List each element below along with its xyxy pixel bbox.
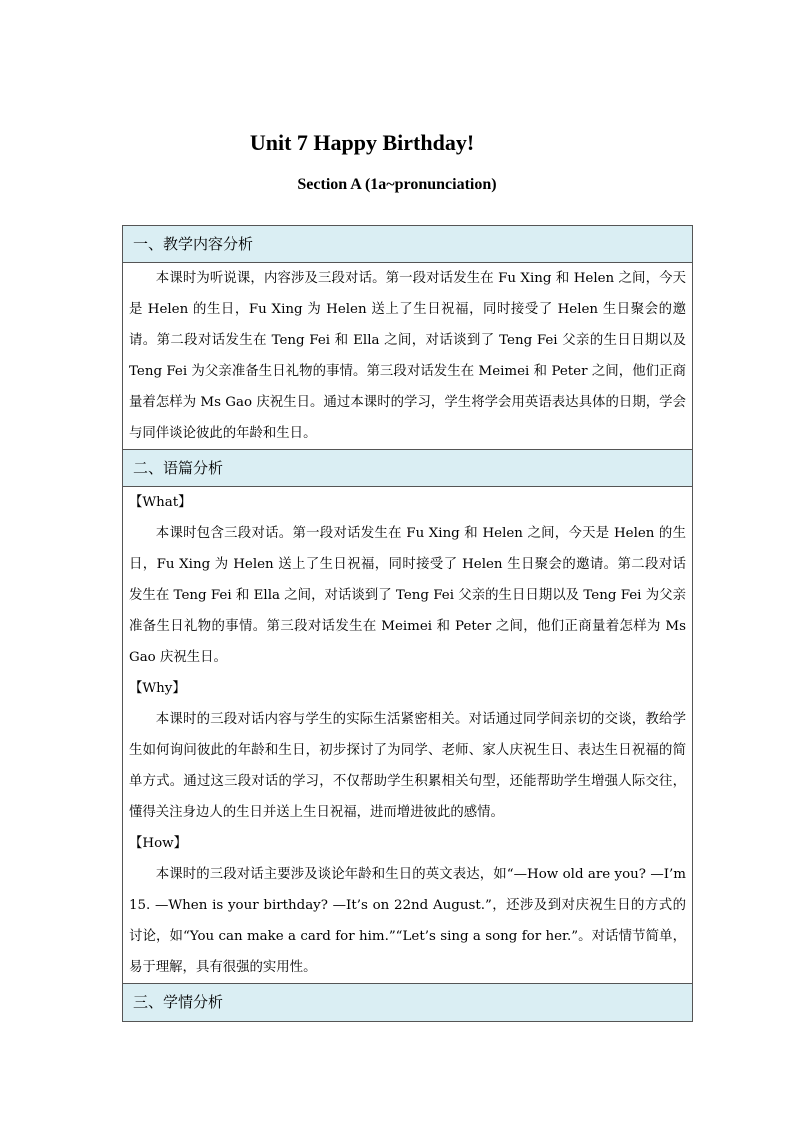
section-heading-content-analysis: 一、教学内容分析	[123, 226, 692, 263]
analysis-table	[122, 225, 693, 1022]
section-body-content-analysis	[123, 263, 692, 450]
document-subtitle: Section A (1a~pronunciation)	[297, 176, 497, 193]
content-analysis-paragraph: 本课时为听说课，内容涉及三段对话。第一段对话发生在 Fu Xing 和 Helen 之间，今天是 Helen 的生日，Fu Xing 为 Helen 送上了生日祝福，同时接受了 Helen 生日聚会的邀请。第二段对话发生在 Teng Fei 和 Ella 之间，对话谈到了 Teng Fei 父亲的生日日期以及 Teng Fei 为父亲准备生日礼物的事情。第三段对话发生在 Meimei 和 Peter 之间，他们正商量着怎样为 Ms Gao 庆祝生日。通过本课时的学习，学生将学会用英语表达具体的日期，学会与同伴谈论彼此的年龄和生日。	[129, 271, 686, 441]
what-label: 【What】	[129, 495, 192, 510]
how-label: 【How】	[129, 836, 187, 851]
section-body-text-analysis	[123, 487, 692, 984]
section-heading-learner-analysis: 三、学情分析	[123, 984, 692, 1021]
why-paragraph: 本课时的三段对话内容与学生的实际生活紧密相关。对话通过同学间亲切的交谈，教给学生如何询问彼此的年龄和生日，初步探讨了为同学、老师、家人庆祝生日、表达生日祝福的简单方式。通过这三段对话的学习，不仅帮助学生积累相关句型，还能帮助学生增强人际交往，懂得关注身边人的生日并送上生日祝福，进而增进彼此的感情。	[129, 712, 686, 820]
section-heading-text-analysis: 二、语篇分析	[123, 450, 692, 487]
document-title: Unit 7 Happy Birthday!	[249, 130, 475, 155]
what-paragraph: 本课时包含三段对话。第一段对话发生在 Fu Xing 和 Helen 之间，今天是 Helen 的生日，Fu Xing 为 Helen 送上了生日祝福，同时接受了 Helen 生日聚会的邀请。第二段对话发生在 Teng Fei 和 Ella 之间，对话谈到了 Teng Fei 父亲的生日日期以及 Teng Fei 为父亲准备生日礼物的事情。第三段对话发生在 Meimei 和 Peter 之间，他们正商量着怎样为 Ms Gao 庆祝生日。	[129, 526, 686, 665]
why-label: 【Why】	[129, 681, 186, 696]
how-paragraph: 本课时的三段对话主要涉及谈论年龄和生日的英文表达，如“—How old are you? —I’m 15. —When is your birthday? —It’s on 22nd August.”，还涉及到对庆祝生日的方式的讨论，如“You can make a card for him.”“Let’s sing a song for her.”。对话情节简单，易于理解，具有很强的实用性。	[129, 867, 686, 975]
